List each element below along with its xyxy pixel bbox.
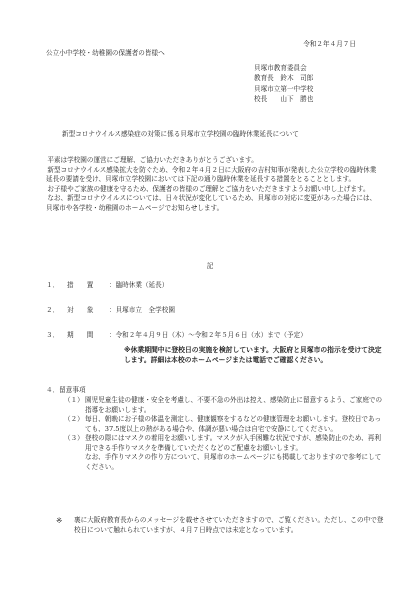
item-period: [46, 331, 307, 341]
item-number: １．: [46, 281, 60, 289]
item-value: ：臨時休業（延長）: [109, 281, 169, 289]
body-paragraph: 新型コロナウイルス感染拡大を防ぐため、令和２年４月２日に大阪府の吉村知事が発表した公立学校の臨時休業延長の要請を受け、貝塚市立学校園においては下記の通り臨時休業を延長する措置をとることとします。: [46, 165, 377, 184]
note-item: [60, 415, 386, 434]
item-label: 措 置: [67, 281, 94, 289]
reference-mark: ※: [56, 516, 63, 525]
document-title: 新型コロナウイルス感染症の対策に係る貝塚市立学校園の臨時休業延長について: [62, 130, 299, 138]
item-value: ：令和２年４月９日（木）～令和２年５月６日（水）まで（予定）: [109, 331, 307, 339]
note-text: 毎日、朝晩にお子様の体温を測定し、健康観察をするなどの健康管理をお願いします。登校日であっても、37.5度以上の熱がある場合や、体調が悪い場合は自宅で安静にしてください。: [85, 415, 382, 433]
note-item: [60, 396, 386, 415]
note-number: （１）: [64, 396, 84, 404]
item-target: [46, 306, 175, 316]
remark-block: [56, 516, 386, 535]
item-number: ３．: [46, 331, 60, 339]
body-paragraph: なお、新型コロナウイルスについては、日々状況が変化しているため、貝塚市の対応に変更があった場合には、貝塚市や各学校・幼稚園のホームページでお知らせします。: [46, 194, 377, 212]
item-label: 期 間: [67, 331, 94, 339]
school-day-notice: ※休業期間中に登校日の実施を検討しています。大阪府と貝塚市の指示を受けて決定します。詳細は本校のホームページまたは電話でご確認ください。: [124, 346, 382, 364]
remark-text: 裏に大阪府教育長からのメッセージを載せさせていただきますので、ご覧ください。ただし、この中で登校日について触れられていますが、４月７日時点では未定となっています。: [74, 516, 384, 534]
item-measure: [46, 281, 168, 291]
sender-line: 貝塚市立第一中学校: [254, 84, 314, 93]
note-extra-text: なお、手作りマスクの作り方について、貝塚市のホームページにも掲載しておりますので参考にしてください。: [85, 453, 382, 471]
note-text: 園児児童生徒の健康・安全を考慮し、不要不急の外出は控え、感染防止に留意するよう、ご家庭での指導をお願いします。: [85, 396, 383, 414]
sender-block: [254, 63, 313, 105]
note-number: （３）: [64, 434, 84, 443]
recipient-line: 公立小中学校・幼稚園の保護者の皆様へ: [46, 49, 165, 57]
ki-heading: 記: [206, 262, 214, 270]
note-number: （２）: [64, 415, 84, 424]
item-value: ：貝塚市立 全学校園: [109, 306, 175, 314]
notes-list: [60, 396, 386, 472]
body-paragraph: お子様やご家族の健康を守るため、保護者の皆様のご理解とご協力をいただきますようお願い申し上げます。: [47, 184, 370, 193]
note-text: 登校の際にはマスクの着用をお願いします。マスクが入手困難な状況ですが、感染防止のため、再利用できる手作りマスクを準備していただくなどのご配慮をお願いします。: [85, 434, 381, 452]
item-label: 対 象: [67, 306, 94, 314]
notes-heading: ４．留意事項: [46, 386, 86, 394]
body-text: [46, 156, 378, 213]
item-number: ２．: [46, 306, 60, 314]
sender-line: 教育長 鈴木 司郎: [254, 74, 314, 83]
sender-line: 貝塚市教育委員会: [254, 64, 307, 72]
sender-line: 校長 山下 勝也: [254, 95, 314, 104]
document-date: 令和２年４月７日: [303, 40, 356, 48]
note-item: [60, 434, 386, 453]
body-paragraph: 平素は学校園の運営にご理解、ご協力いただきありがとうございます。: [47, 156, 258, 164]
